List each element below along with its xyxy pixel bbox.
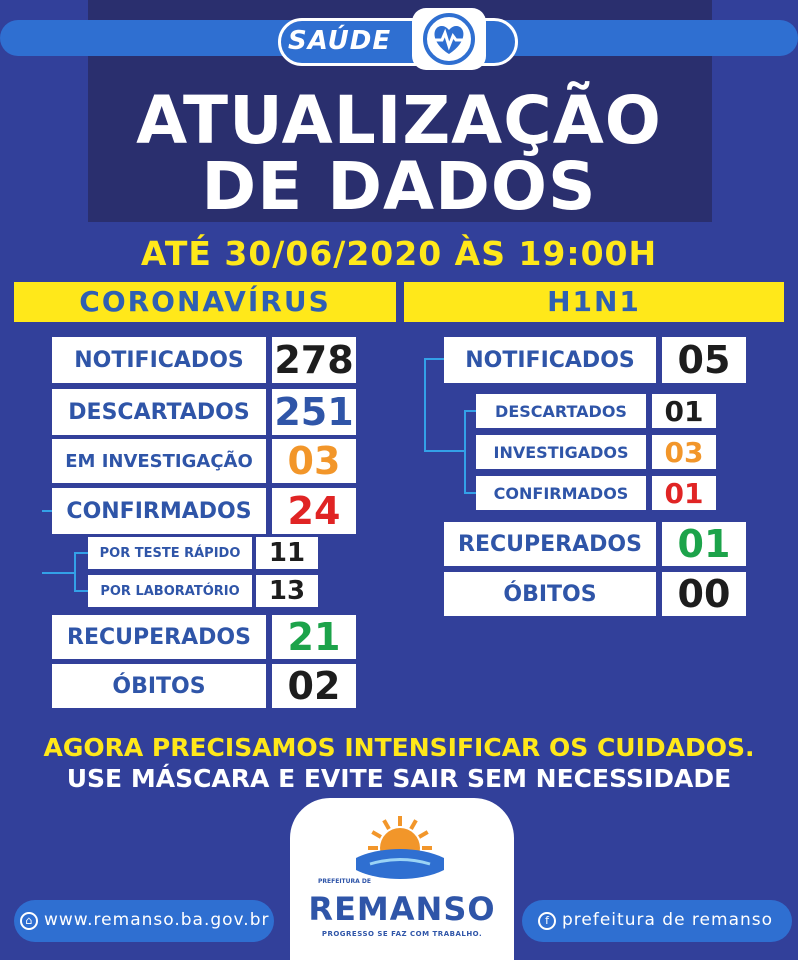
corona-descartados-value: 251 xyxy=(272,389,356,435)
update-date: ATÉ 30/06/2020 ÀS 19:00H xyxy=(140,234,658,273)
corona-recuperados-label: RECUPERADOS xyxy=(52,615,266,659)
connector-line xyxy=(464,410,466,494)
logo-slogan: PROGRESSO SE FAZ COM TRABALHO. xyxy=(321,930,483,938)
h1n1-confirmados-label: CONFIRMADOS xyxy=(476,476,646,510)
corona-notificados-value: 278 xyxy=(272,337,356,383)
logo-prefix: PREFEITURA DE xyxy=(318,878,371,885)
corona-laboratorio-value: 13 xyxy=(256,575,318,607)
corona-descartados-label: DESCARTADOS xyxy=(52,389,266,435)
logo-name: REMANSO xyxy=(308,890,496,928)
connector-line xyxy=(74,552,76,592)
facebook-icon: f xyxy=(538,912,556,930)
connector-line xyxy=(424,358,426,452)
h1n1-notificados-value: 05 xyxy=(662,337,746,383)
corona-laboratorio-label: POR LABORATÓRIO xyxy=(88,575,252,607)
coronavirus-section-title: CORONAVÍRUS xyxy=(14,282,396,322)
corona-teste-rapido-label: POR TESTE RÁPIDO xyxy=(88,537,252,569)
home-icon: ⌂ xyxy=(20,912,38,930)
heart-pulse-icon xyxy=(420,12,478,66)
h1n1-descartados-label: DESCARTADOS xyxy=(476,394,646,428)
awareness-message: AGORA PRECISAMOS INTENSIFICAR OS CUIDADOS. xyxy=(43,733,755,762)
title-line-2: DE DADOS xyxy=(201,148,597,225)
corona-confirmados-label: CONFIRMADOS xyxy=(52,488,266,534)
corona-confirmados-value: 24 xyxy=(272,488,356,534)
social-link[interactable]: prefeitura de remanso xyxy=(562,910,774,930)
title-line-1: ATUALIZAÇÃO xyxy=(136,82,662,159)
remanso-logo-mark xyxy=(350,812,450,884)
connector-line xyxy=(424,450,466,452)
connector-line xyxy=(424,358,446,360)
mask-message: USE MÁSCARA E EVITE SAIR SEM NECESSIDADE xyxy=(66,764,732,793)
website-link[interactable]: www.remanso.ba.gov.br xyxy=(44,910,270,930)
h1n1-investigados-label: INVESTIGADOS xyxy=(476,435,646,469)
connector-line xyxy=(74,590,88,592)
h1n1-obitos-value: 00 xyxy=(662,572,746,616)
corona-obitos-label: ÓBITOS xyxy=(52,664,266,708)
corona-notificados-label: NOTIFICADOS xyxy=(52,337,266,383)
corona-recuperados-value: 21 xyxy=(272,615,356,659)
h1n1-investigados-value: 03 xyxy=(652,435,716,469)
h1n1-notificados-label: NOTIFICADOS xyxy=(444,337,656,383)
connector-line xyxy=(464,410,476,412)
corona-investigacao-value: 03 xyxy=(272,439,356,483)
connector-line xyxy=(42,572,76,574)
h1n1-section-title: H1N1 xyxy=(404,282,784,322)
h1n1-recuperados-label: RECUPERADOS xyxy=(444,522,656,566)
corona-investigacao-label: EM INVESTIGAÇÃO xyxy=(52,439,266,483)
connector-line xyxy=(74,552,88,554)
saude-label: SAÚDE xyxy=(288,26,392,56)
h1n1-descartados-value: 01 xyxy=(652,394,716,428)
h1n1-obitos-label: ÓBITOS xyxy=(444,572,656,616)
h1n1-recuperados-value: 01 xyxy=(662,522,746,566)
h1n1-confirmados-value: 01 xyxy=(652,476,716,510)
corona-obitos-value: 02 xyxy=(272,664,356,708)
corona-teste-rapido-value: 11 xyxy=(256,537,318,569)
connector-line xyxy=(464,492,476,494)
